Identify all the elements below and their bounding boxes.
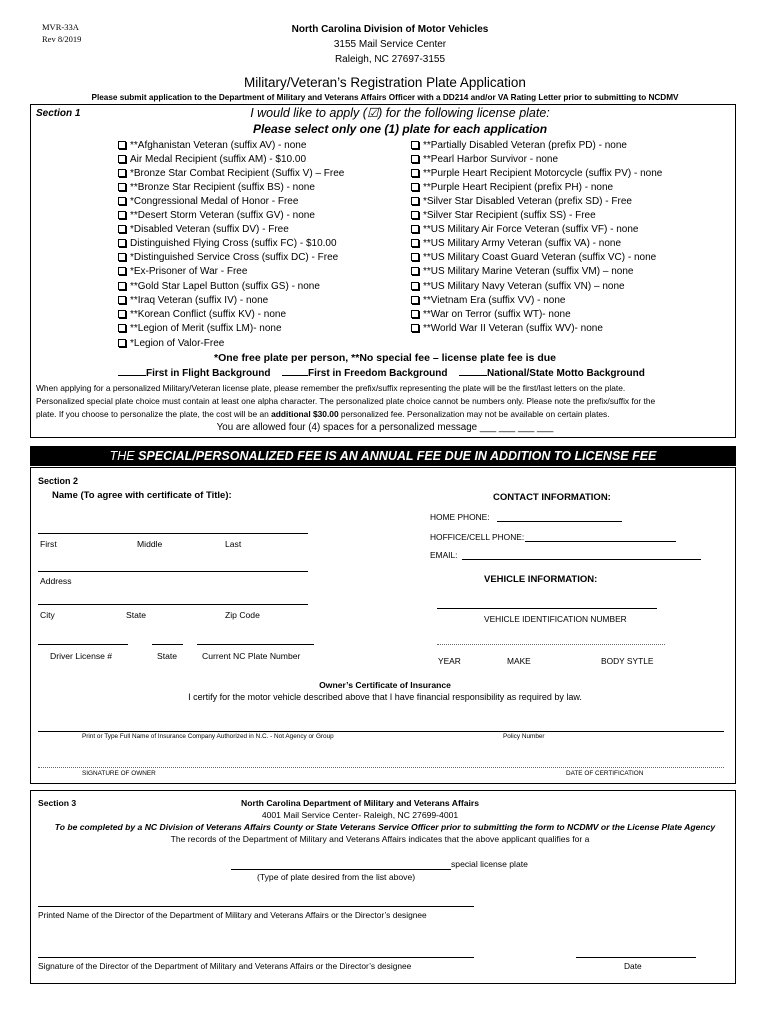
option-label: **Desert Storm Veteran (suffix GV) - none	[130, 210, 315, 221]
checkbox-icon[interactable]	[411, 211, 419, 219]
insurance-heading: Owner’s Certificate of Insurance	[319, 680, 451, 690]
option-gold-star[interactable]	[118, 280, 320, 294]
option-purple-heart[interactable]	[411, 181, 613, 195]
option-afghanistan[interactable]	[118, 139, 306, 153]
option-partially-disabled[interactable]	[411, 139, 627, 153]
date-label: Date	[624, 961, 642, 971]
option-label: **Iraq Veteran (suffix IV) - none	[130, 295, 269, 306]
email-label: EMAIL:	[430, 550, 458, 560]
background-motto[interactable]	[459, 368, 645, 379]
section3-instruction: To be completed by a NC Division of Veterans Affairs County or State Veterans Service Officer prior to submitting the form to NCDMV or the License Plate Agency	[54, 822, 716, 832]
option-label: **World War II Veteran (suffix WV)- none	[423, 323, 603, 334]
vehicle-heading: VEHICLE INFORMATION:	[484, 574, 598, 585]
personalized-message-line[interactable]: You are allowed four (4) spaces for a personalized message ___ ___ ___ ___	[216, 422, 554, 433]
checkbox-icon[interactable]	[118, 267, 126, 275]
director-signature-input[interactable]	[38, 957, 474, 958]
apply-suffix: ) for the following license plate:	[378, 106, 550, 120]
option-wwii[interactable]	[411, 322, 603, 336]
checkbox-icon[interactable]	[411, 141, 419, 149]
checkbox-icon[interactable]	[411, 282, 419, 290]
option-silver-star-disabled[interactable]	[411, 195, 632, 209]
option-label: *Congressional Medal of Honor - Free	[130, 196, 299, 207]
option-label: **US Military Army Veteran (suffix VA) - none	[423, 238, 622, 249]
option-coast-guard[interactable]	[411, 251, 656, 265]
checkbox-icon[interactable]	[411, 310, 419, 318]
signature-owner-input[interactable]	[38, 767, 724, 768]
checkbox-icon[interactable]	[118, 155, 126, 163]
zip-label: Zip Code	[225, 610, 260, 620]
option-vietnam[interactable]	[411, 294, 565, 308]
checkbox-icon[interactable]	[118, 253, 126, 261]
personalize-para-3	[36, 409, 610, 419]
last-name-label: Last	[225, 539, 242, 549]
signature-owner-label: SIGNATURE OF OWNER	[82, 770, 156, 777]
option-label: **Gold Star Lapel Button (suffix GS) - none	[130, 281, 320, 292]
option-iraq[interactable]	[118, 294, 268, 308]
option-navy[interactable]	[411, 280, 625, 294]
banner-text: SPECIAL/PERSONALIZED FEE IS AN ANNUAL FEE DUE IN ADDITION TO LICENSE FEE	[138, 449, 657, 463]
checkbox-icon[interactable]	[118, 324, 126, 332]
option-desert-storm[interactable]	[118, 209, 315, 223]
body-style-label: BODY SYTLE	[601, 656, 654, 666]
option-label: *Disabled Veteran (suffix DV) - Free	[130, 224, 289, 235]
checkbox-icon[interactable]	[118, 141, 126, 149]
insurance-company-label: Print or Type Full Name of Insurance Company Authorized in N.C. - Not Agency or Group	[82, 733, 334, 740]
option-label: *Silver Star Recipient (suffix SS) - Free	[423, 210, 596, 221]
option-label: **Korean Conflict (suffix KV) - none	[130, 309, 287, 320]
option-label: Air Medal Recipient (suffix AM) - $10.00	[130, 154, 307, 165]
dmva-address: 4001 Mail Service Center- Raleigh, NC 27699-4001	[261, 810, 459, 820]
address-line[interactable]	[38, 571, 308, 572]
agency-address-2: Raleigh, NC 27697-3155	[334, 54, 446, 65]
checkbox-icon[interactable]	[118, 310, 126, 318]
para3-start: plate. If you choose to personalize the plate, the cost will be an	[36, 409, 272, 419]
year-label: YEAR	[438, 656, 461, 666]
option-legion-of-valor[interactable]	[118, 337, 224, 351]
printed-name-label: Printed Name of the Director of the Department of Military and Veterans Affairs or the Director’s designee	[38, 910, 427, 920]
background-label: National/State Motto Background	[487, 368, 645, 379]
revision: Rev 8/2019	[42, 34, 82, 44]
para3-end: personalized fee. Personalization may not be available on certain plates.	[338, 409, 610, 419]
checkbox-icon: ☑	[366, 106, 379, 120]
section2-label: Section 2	[38, 476, 79, 486]
current-plate-label: Current NC Plate Number	[202, 651, 301, 661]
background-label: First in Freedom Background	[308, 368, 448, 379]
option-label: **Vietnam Era (suffix VV) - none	[423, 295, 566, 306]
personalize-para-2: Personalized special plate choice must contain at least one alpha character. The personalized plate choice cannot be numbers only. Please note the prefix/suffix for the	[36, 396, 656, 406]
option-label: **US Military Coast Guard Veteran (suffix VC) - none	[423, 252, 657, 263]
checkbox-icon[interactable]	[411, 324, 419, 332]
current-plate-line[interactable]	[197, 644, 314, 645]
option-label: **US Military Air Force Veteran (suffix VF) - none	[423, 224, 639, 235]
banner-the: THE	[109, 449, 139, 463]
checkbox-icon[interactable]	[118, 225, 126, 233]
vin-label: VEHICLE IDENTIFICATION NUMBER	[484, 614, 627, 624]
option-label: **Purple Heart Recipient (prefix PH) - none	[423, 182, 614, 193]
option-army[interactable]	[411, 237, 621, 251]
option-label: **War on Terror (suffix WT)- none	[423, 309, 571, 320]
name-label: Name (To agree with certificate of Title):	[52, 490, 232, 501]
background-first-in-flight[interactable]	[118, 368, 270, 379]
year-make-body-line[interactable]	[437, 644, 665, 645]
option-purple-heart-motorcycle[interactable]	[411, 167, 662, 181]
checkbox-icon[interactable]	[118, 211, 126, 219]
submit-note: Please submit application to the Department of Military and Veterans Affairs Officer with a DD214 and/or VA Rating Letter prior to submitting to NCDMV	[91, 93, 679, 102]
option-label: **Partially Disabled Veteran (prefix PD) - none	[423, 140, 627, 151]
option-label: **Bronze Star Recipient (suffix BS) - none	[130, 182, 315, 193]
insurance-text: I certify for the motor vehicle described above that I have financial responsibility as required by law.	[188, 692, 582, 702]
checkbox-icon[interactable]	[411, 183, 419, 191]
background-first-in-freedom[interactable]	[282, 368, 447, 379]
option-label: *Ex-Prisoner of War - Free	[130, 266, 248, 277]
additional-fee: additional $30.00	[271, 409, 339, 419]
annual-fee-banner	[30, 446, 736, 466]
city-label: City	[40, 610, 55, 620]
checkbox-icon[interactable]	[411, 197, 419, 205]
option-marine[interactable]	[411, 265, 633, 279]
fee-note: *One free plate per person, **No special fee – license plate fee is due	[214, 352, 556, 364]
state-label: State	[126, 610, 147, 620]
option-label: *Silver Star Disabled Veteran (prefix SD) - Free	[423, 196, 632, 207]
driver-license-label: Driver License #	[50, 651, 113, 661]
option-label: **Purple Heart Recipient Motorcycle (suffix PV) - none	[423, 168, 663, 179]
vin-input[interactable]	[437, 608, 657, 609]
option-label: Distinguished Flying Cross (suffix FC) - $10.00	[130, 238, 337, 249]
option-legion-of-merit[interactable]	[118, 322, 282, 336]
address-label: Address	[40, 576, 72, 586]
checkbox-icon[interactable]	[118, 183, 126, 191]
agency-name: North Carolina Division of Motor Vehicles	[291, 24, 489, 35]
middle-name-label: Middle	[137, 539, 163, 549]
name-line[interactable]	[38, 533, 308, 534]
personalize-para-1: When applying for a personalized Military/Veteran license plate, please remember the prefix/suffix representing the plate will be the first/last letters on the plate.	[36, 383, 626, 393]
checkbox-icon[interactable]	[118, 282, 126, 290]
select-one-note: Please select only one (1) plate for each application	[252, 122, 548, 136]
apply-line	[140, 105, 660, 120]
option-label: **Legion of Merit (suffix LM)- none	[130, 323, 282, 334]
option-label: *Distinguished Service Cross (suffix DC) - Free	[130, 252, 339, 263]
checkbox-icon[interactable]	[411, 155, 419, 163]
city-state-zip-line[interactable]	[38, 604, 308, 605]
checkbox-icon[interactable]	[118, 296, 126, 304]
background-choices	[118, 368, 645, 379]
qualifies-text: The records of the Department of Military and Veterans Affairs indicates that the above applicant qualifies for a	[170, 834, 590, 844]
option-label: *Legion of Valor-Free	[130, 338, 225, 349]
director-signature-label: Signature of the Director of the Department of Military and Veterans Affairs or the Director’s designee	[38, 961, 412, 971]
state2-line[interactable]	[152, 644, 183, 645]
agency-address-1: 3155 Mail Service Center	[333, 39, 447, 50]
checkbox-icon[interactable]	[411, 296, 419, 304]
home-phone-input[interactable]	[497, 521, 622, 522]
section3-label: Section 3	[38, 798, 77, 808]
option-silver-star[interactable]	[411, 209, 596, 223]
special-plate-label: special license plate	[451, 859, 528, 869]
option-korean[interactable]	[118, 308, 286, 322]
form-id: MVR-33A	[42, 22, 79, 32]
option-label: *Bronze Star Combat Recipient (Suffix V) – Free	[130, 168, 345, 179]
state2-label: State	[157, 651, 178, 661]
option-bronze-star-combat[interactable]	[118, 167, 344, 181]
section1-label: Section 1	[36, 108, 81, 119]
plate-type-hint: (Type of plate desired from the list above)	[257, 872, 416, 882]
checkbox-icon[interactable]	[118, 339, 126, 347]
first-name-label: First	[40, 539, 57, 549]
option-flying-cross[interactable]	[118, 237, 337, 251]
policy-number-label: Policy Number	[503, 733, 545, 740]
option-ex-pow[interactable]	[118, 265, 247, 279]
date-certification-label: DATE OF CERTIFICATION	[566, 770, 644, 777]
home-phone-label: HOME PHONE:	[430, 512, 490, 522]
option-label: **Afghanistan Veteran (suffix AV) - none	[130, 140, 307, 151]
option-label: **Pearl Harbor Survivor - none	[423, 154, 559, 165]
checkbox-icon[interactable]	[411, 253, 419, 261]
checkbox-icon[interactable]	[411, 169, 419, 177]
page-title: Military/Veteran’s Registration Plate Application	[244, 75, 526, 90]
driver-license-line[interactable]	[38, 644, 128, 645]
apply-prefix: I would like to apply (	[250, 106, 367, 120]
background-label: First in Flight Background	[146, 368, 271, 379]
checkbox-icon[interactable]	[118, 197, 126, 205]
checkbox-icon[interactable]	[411, 267, 419, 275]
option-service-cross[interactable]	[118, 251, 338, 265]
option-label: **US Military Navy Veteran (suffix VN) – none	[423, 281, 625, 292]
option-air-force[interactable]	[411, 223, 638, 237]
option-bronze-star[interactable]	[118, 181, 315, 195]
insurance-company-input[interactable]	[38, 731, 724, 732]
dmva-name: North Carolina Department of Military and Veterans Affairs	[241, 798, 479, 808]
option-medal-of-honor[interactable]	[118, 195, 298, 209]
option-disabled-veteran[interactable]	[118, 223, 289, 237]
option-war-on-terror[interactable]	[411, 308, 571, 322]
office-phone-label: HOFFICE/CELL PHONE:	[430, 532, 525, 542]
plate-type-input[interactable]	[231, 869, 451, 870]
office-phone-input[interactable]	[525, 541, 676, 542]
date-input[interactable]	[576, 957, 696, 958]
option-air-medal[interactable]	[118, 153, 306, 167]
checkbox-icon[interactable]	[411, 225, 419, 233]
make-label: MAKE	[507, 656, 531, 666]
checkbox-icon[interactable]	[118, 169, 126, 177]
email-input[interactable]	[462, 559, 701, 560]
option-label: **US Military Marine Veteran (suffix VM) – none	[423, 266, 634, 277]
checkbox-icon[interactable]	[118, 239, 126, 247]
contact-heading: CONTACT INFORMATION:	[493, 492, 611, 503]
checkbox-icon[interactable]	[411, 239, 419, 247]
printed-name-input[interactable]	[38, 906, 474, 907]
option-pearl-harbor[interactable]	[411, 153, 558, 167]
